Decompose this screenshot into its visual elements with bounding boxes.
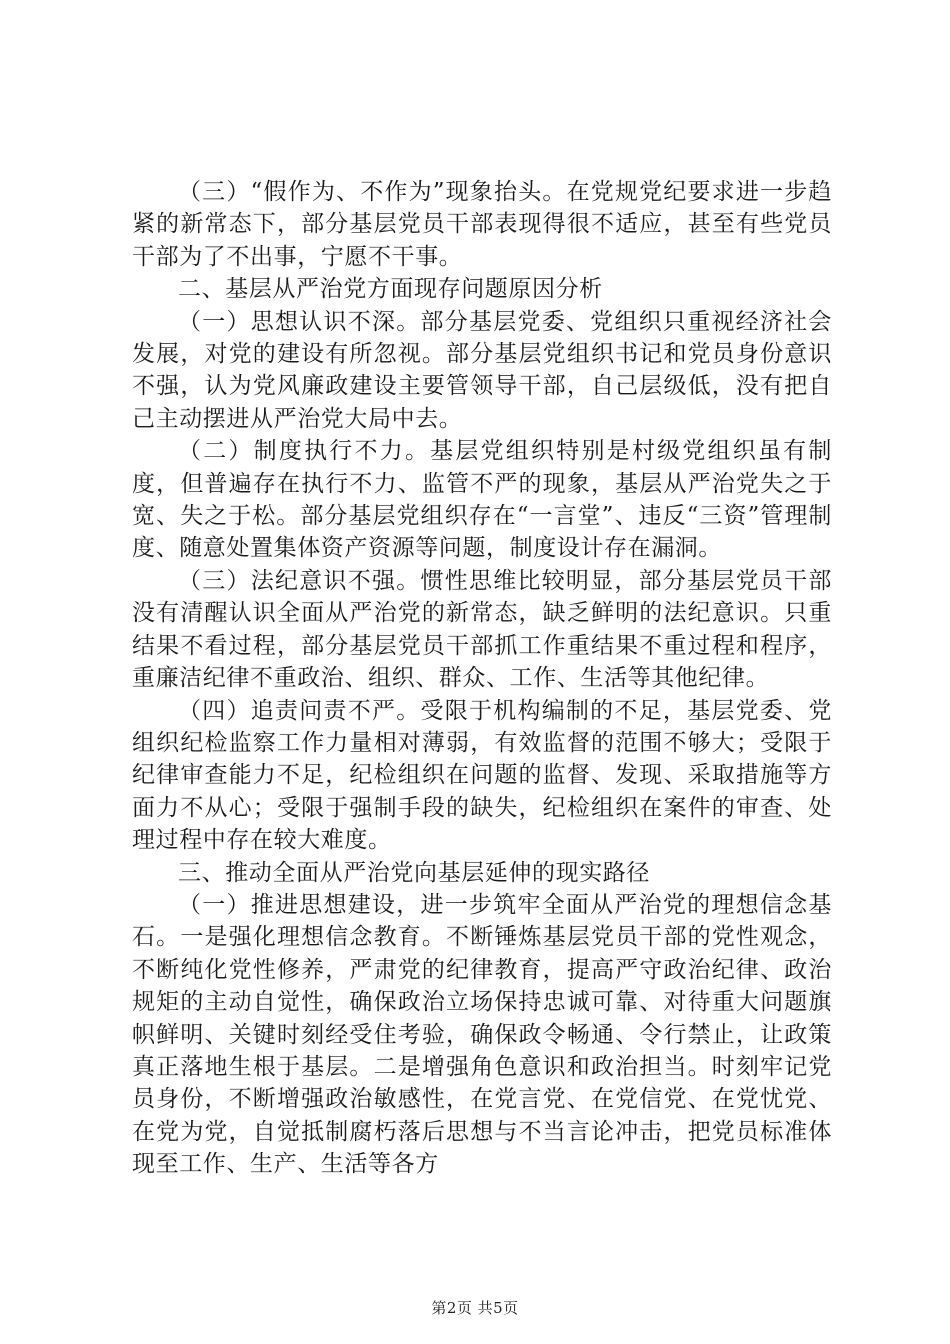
page-footer: 第2页 共5页	[431, 1299, 519, 1317]
paragraph-accountability: （四）追责问责不严。受限于机构编制的不足，基层党委、党组织纪检监察工作力量相对薄弱，有效监督的范围不够大；受限于纪律审查能力不足，纪检组织在问题的监督、发现、采取措施等方面力不从心；受限于强制手段的缺失，纪检组织在案件的审查、处理过程中存在较大难度。	[132, 697, 832, 854]
paragraph-false-action: （三）“假作为、不作为”现象抬头。在党规党纪要求进一步趋紧的新常态下，部分基层党员干部表现得很不适应，甚至有些党员干部为了不出事，宁愿不干事。	[132, 179, 832, 270]
paragraph-ideological-building: （一）推进思想建设，进一步筑牢全面从严治党的理想信念基石。一是强化理想信念教育。不断锤炼基层党员干部的党性观念，不断纯化党性修养，严肃党的纪律教育，提高严守政治纪律、政治规矩的主动自觉性，确保政治立场保持忠诚可靠、对待重大问题旗帜鲜明、关键时刻经受住考验，确保政令畅通、令行禁止，让政策真正落地生根于基层。二是增强角色意识和政治担当。时刻牢记党员身份，不断增强政治敏感性，在党言党、在党信党、在党忧党、在党为党，自觉抵制腐朽落后思想与不当言论冲击，把党员标准体现至工作、生产、生活等各方	[132, 891, 832, 1178]
paragraph-ideology: （一）思想认识不深。部分基层党委、党组织只重视经济社会发展，对党的建设有所忽视。部分基层党组织书记和党员身份意识不强，认为党风廉政建设主要管领导干部，自己层级低，没有把自己主动摆进从严治党大局中去。	[132, 308, 832, 432]
section-heading-practical-path: 三、推动全面从严治党向基层延伸的现实路径	[178, 859, 650, 886]
section-heading-cause-analysis: 二、基层从严治党方面现存问题原因分析	[178, 276, 603, 303]
paragraph-legal-awareness: （三）法纪意识不强。惯性思维比较明显，部分基层党员干部没有清醒认识全面从严治党的新常态，缺乏鲜明的法纪意识。只重结果不看过程，部分基层党员干部抓工作重结果不重过程和程序，重廉洁纪律不重政治、组织、群众、工作、生活等其他纪律。	[132, 567, 832, 692]
paragraph-system-execution: （二）制度执行不力。基层党组织特别是村级党组织虽有制度，但普遍存在执行不力、监管不严的现象，基层从严治党失之于宽、失之于松。部分基层党组织存在“一言堂”、违反“三资”管理制度、随意处置集体资产资源等问题，制度设计存在漏洞。	[132, 438, 832, 562]
document-body	[132, 176, 832, 1181]
